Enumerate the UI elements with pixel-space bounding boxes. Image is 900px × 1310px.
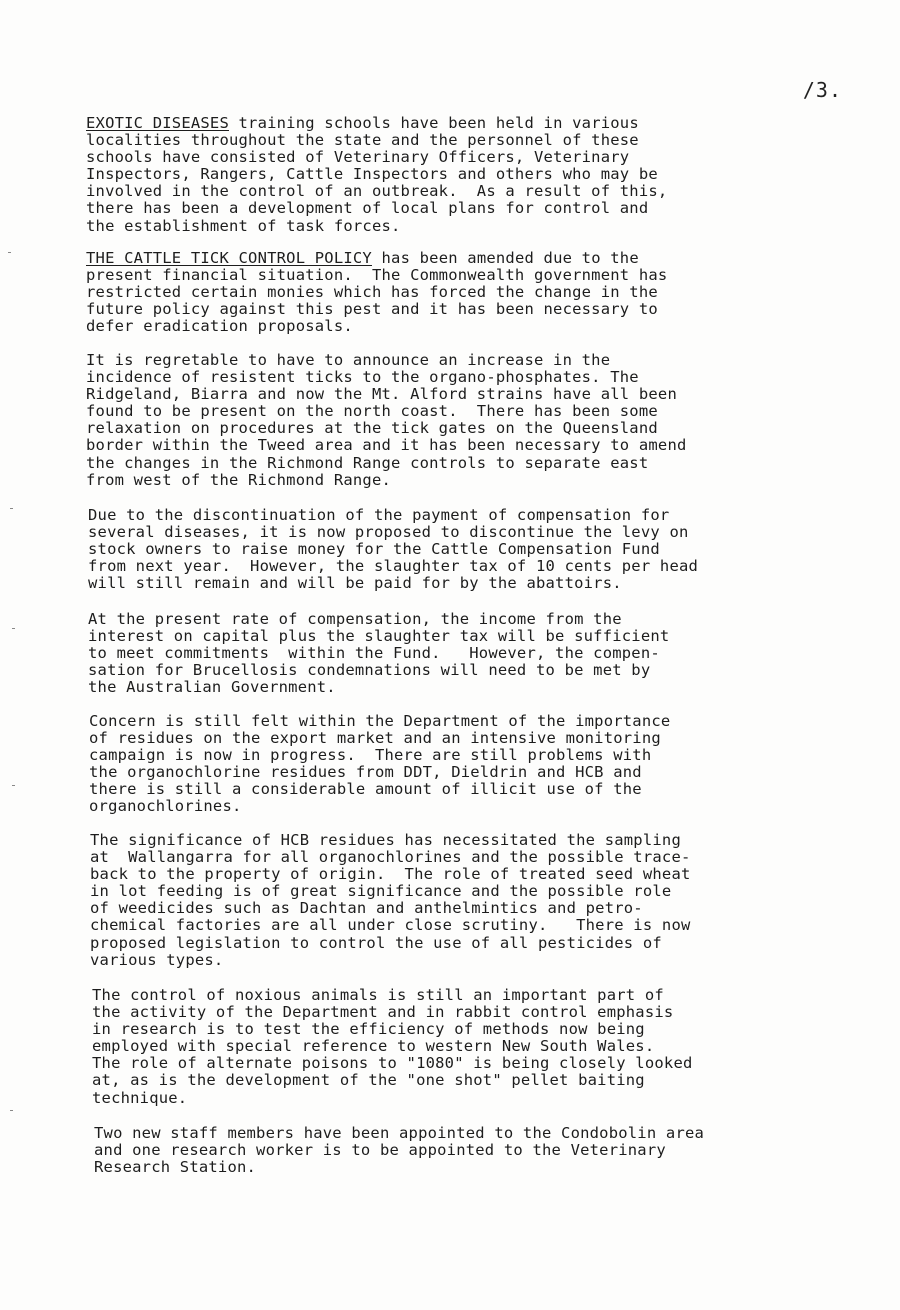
text-line: in research is to test the efficiency of methods now being <box>92 1020 645 1039</box>
section-heading: EXOTIC DISEASES <box>86 114 229 132</box>
text-line: stock owners to raise money for the Cattle Compensation Fund <box>88 540 660 559</box>
text-line: defer eradication proposals. <box>86 317 353 336</box>
text-line: of weedicides such as Dachtan and anthelmintics and petro- <box>90 899 643 918</box>
text-line: proposed legislation to control the use of all pesticides of <box>90 933 662 952</box>
text-line: involved in the control of an outbreak. As a result of this, <box>86 182 668 201</box>
text-line: Inspectors, Rangers, Cattle Inspectors and others who may be <box>86 165 658 184</box>
text-line: Ridgeland, Biarra and now the Mt. Alford strains have all been <box>86 385 677 404</box>
text-line: restricted certain monies which has forced the change in the <box>86 283 658 302</box>
text-line: the organochlorine residues from DDT, Dieldrin and HCB and <box>89 763 642 782</box>
text-line: incidence of resistent ticks to the organo-phosphates. The <box>86 368 639 387</box>
text-line: The significance of HCB residues has necessitated the sampling <box>90 831 681 849</box>
text-line: from next year. However, the slaughter tax of 10 cents per head <box>88 557 699 576</box>
paragraph-hcb-residues <box>90 832 880 969</box>
text-line: and one research worker is to be appointed to the Veterinary <box>94 1141 666 1160</box>
text-line: campaign is now in progress. There are still problems with <box>89 746 652 765</box>
text-line: several diseases, it is now proposed to discontinue the levy on <box>88 523 689 542</box>
text-line: It is regretable to have to announce an increase in the <box>86 351 611 369</box>
text-line: EXOTIC DISEASES training schools have been held in various <box>86 114 639 132</box>
paragraph-compensation-rate <box>88 611 878 696</box>
text-line: border within the Tweed area and it has been necessary to amend <box>86 436 687 455</box>
paragraph-resistent-ticks <box>86 352 876 489</box>
text-line: relaxation on procedures at the tick gates on the Queensland <box>86 419 658 438</box>
text-line: at Wallangarra for all organochlorines and the possible trace- <box>90 848 691 867</box>
text-line: the establishment of task forces. <box>86 216 401 235</box>
text-line: sation for Brucellosis condemnations will need to be met by <box>88 661 651 680</box>
text-line: there has been a development of local plans for control and <box>86 199 649 218</box>
paragraph-compensation-levy <box>88 507 878 592</box>
text-line: schools have consisted of Veterinary Officers, Veterinary <box>86 148 630 167</box>
paragraph-noxious-animals <box>92 987 882 1107</box>
text-line: The control of noxious animals is still an important part of <box>92 986 664 1004</box>
text-line: Due to the discontinuation of the payment of compensation for <box>88 506 670 524</box>
paragraph-residues-concern <box>89 713 879 816</box>
section-heading: THE CATTLE TICK CONTROL POLICY <box>86 249 372 267</box>
paragraph-cattle-tick-policy <box>86 250 876 335</box>
text-line: THE CATTLE TICK CONTROL POLICY has been amended due to the <box>86 249 639 267</box>
text-line: future policy against this pest and it has been necessary to <box>86 300 658 319</box>
text-line: technique. <box>92 1088 188 1107</box>
text-line: various types. <box>90 950 224 969</box>
text-line: the Australian Government. <box>88 678 336 697</box>
text-line: Concern is still felt within the Department of the importance <box>89 712 671 730</box>
scan-speck <box>12 628 15 629</box>
text-line: back to the property of origin. The role of treated seed wheat <box>90 865 691 884</box>
text-line: from west of the Richmond Range. <box>86 470 392 489</box>
paragraph-exotic-diseases <box>86 115 876 235</box>
text-line: at, as is the development of the "one shot" pellet baiting <box>92 1071 645 1090</box>
page-number: /3. <box>802 78 842 102</box>
text-line: The role of alternate poisons to "1080" is being closely looked <box>92 1054 693 1073</box>
text-line: in lot feeding is of great significance and the possible role <box>90 882 672 901</box>
text-line: organochlorines. <box>89 797 242 816</box>
text-line: found to be present on the north coast. There has been some <box>86 402 658 421</box>
scan-speck <box>10 1110 13 1111</box>
text-line: to meet commitments within the Fund. However, the compen- <box>88 644 660 663</box>
text-line: employed with special reference to western New South Wales. <box>92 1037 655 1056</box>
text-line: Research Station. <box>94 1158 257 1177</box>
text-line: present financial situation. The Commonwealth government has <box>86 266 668 285</box>
text-line: of residues on the export market and an intensive monitoring <box>89 729 661 748</box>
text-line: chemical factories are all under close scrutiny. There is now <box>90 916 691 935</box>
text-line: the changes in the Richmond Range controls to separate east <box>86 453 649 472</box>
text-line: localities throughout the state and the personnel of these <box>86 131 639 150</box>
scan-speck <box>8 252 11 253</box>
scan-speck <box>10 508 13 509</box>
scan-speck <box>12 785 15 786</box>
text-line: Two new staff members have been appointed to the Condobolin area <box>94 1124 705 1142</box>
paragraph-staff-appointments <box>94 1125 884 1176</box>
text-line: there is still a considerable amount of illicit use of the <box>89 780 642 799</box>
text-line: At the present rate of compensation, the income from the <box>88 610 622 628</box>
text-line: will still remain and will be paid for by the abattoirs. <box>88 574 622 593</box>
text-line: interest on capital plus the slaughter tax will be sufficient <box>88 627 670 646</box>
text-line: the activity of the Department and in rabbit control emphasis <box>92 1003 674 1022</box>
